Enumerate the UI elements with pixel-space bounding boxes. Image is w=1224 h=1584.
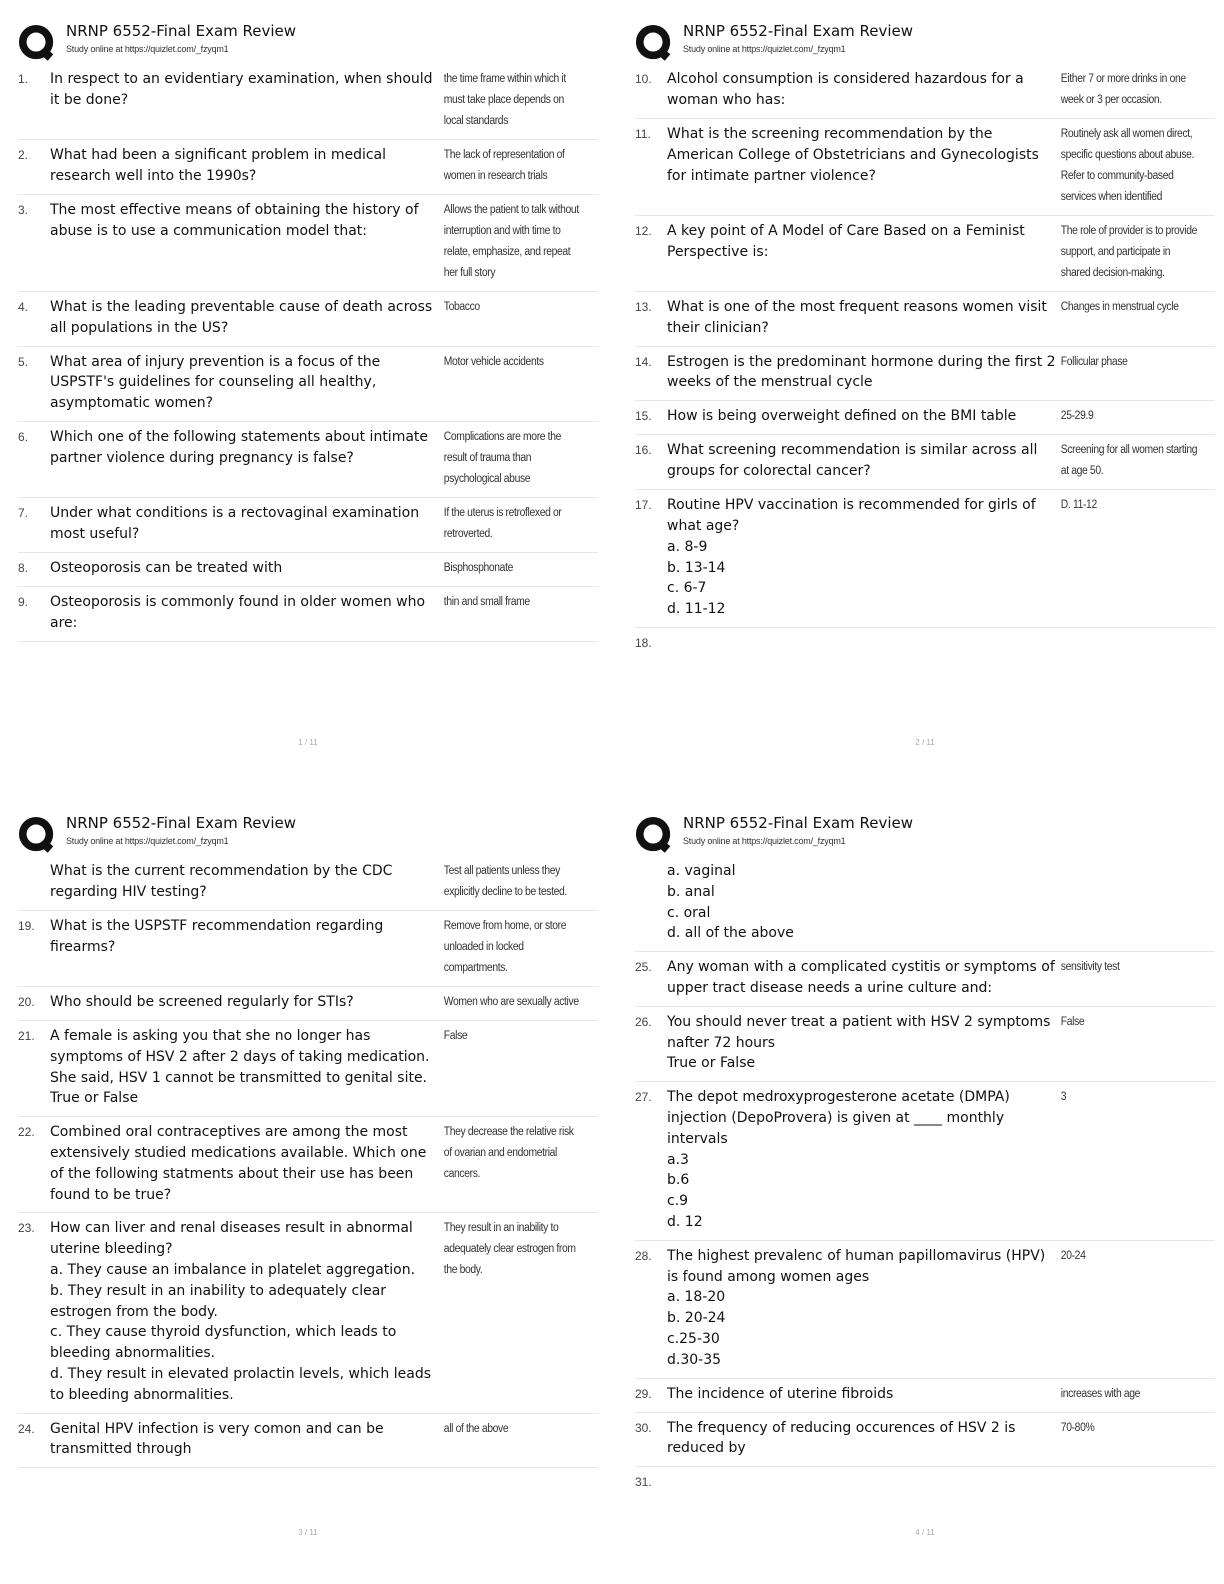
question-number: 2.: [18, 148, 29, 162]
answer-text: False: [443, 1030, 468, 1042]
question-text: Routine HPV vaccination is recommended for girls of what age? a. 8-9 b. 13-14 c. 6-7 d. 11-12: [667, 497, 1036, 618]
question-text: How can liver and renal diseases result in abnormal uterine bleeding? a. They cause an imbalance in platelet aggregation. b. They result in an inability to adequately clear estrogen from the body. c. They cause thyroid dysfunction, which leads to bleeding abnormalities. d. They result in elevated prolactin levels, which leads to bleeding abnormalities.: [50, 1220, 432, 1403]
question-number: 18.: [635, 635, 652, 650]
flashcard-row: [635, 1467, 1215, 1496]
answer-text: The role of provider is to provide support, and participate in shared decision-making.: [1060, 225, 1197, 279]
question-number: 27.: [635, 1090, 652, 1105]
flashcard-row: [18, 498, 598, 553]
flashcard-row: [18, 64, 598, 140]
answer-text: increases with age: [1060, 1387, 1141, 1400]
question-number: 16.: [635, 443, 652, 458]
flashcard-row: [18, 1213, 598, 1413]
document-page-1: [18, 20, 598, 790]
answer-text: Remove from home, or store unloaded in locked compartments.: [443, 920, 567, 974]
flashcard-row: [635, 1413, 1215, 1468]
answer-text: Complications are more the result of trauma than psychological abuse: [443, 430, 561, 485]
flashcard-row: [635, 1241, 1215, 1379]
question-text: [667, 633, 1059, 650]
flashcard-row: [635, 490, 1215, 628]
question-text: What is one of the most frequent reasons women visit their clinician?: [667, 299, 1047, 336]
question-text: a. vaginal b. anal c. oral d. all of the above: [667, 863, 794, 942]
answer-text: 3: [1060, 1091, 1067, 1104]
question-text: Combined oral contraceptives are among the most extensively studied medications available. Which one of the following statments about their use has been found to be true?: [50, 1124, 427, 1203]
quizlet-logo-icon: [635, 24, 673, 62]
question-text: The depot medroxyprogesterone acetate (DMPA) injection (DepoProvera) is given at ____ monthly intervals a.3 b.6 c.9 d. 12: [667, 1089, 1010, 1230]
question-number: 12.: [635, 224, 652, 238]
flashcard-row: [18, 422, 598, 498]
answer-text: Test all patients unless they explicitly decline to be tested.: [443, 865, 567, 898]
question-text: Osteoporosis is commonly found in older women who are:: [50, 593, 426, 631]
flashcard-row: [635, 216, 1215, 292]
answer-text: Screening for all women starting at age 50.: [1060, 444, 1198, 478]
flashcard-row: [18, 553, 598, 587]
question-text: What screening recommendation is similar across all groups for colorectal cancer?: [667, 442, 1038, 479]
answer-text: Allows the patient to talk without interruption and with time to relate, emphasize, and repeat her full story: [443, 204, 579, 279]
question-text: A key point of A Model of Care Based on a Feminist Perspective is:: [667, 223, 1025, 260]
page-title: NRNP 6552-Final Exam Review: [66, 22, 297, 40]
question-text: Estrogen is the predominant hormone during the first 2 weeks of the menstrual cycle: [667, 353, 1056, 391]
page-number: 4 / 11: [915, 1528, 935, 1537]
question-number: 13.: [635, 300, 652, 314]
question-text: Under what conditions is a rectovaginal examination most useful?: [50, 504, 420, 542]
question-text: The frequency of reducing occurences of HSV 2 is reduced by: [667, 1419, 1016, 1457]
question-number: [18, 861, 50, 903]
question-text: The highest prevalenc of human papillomavirus (HPV) is found among women ages a. 18-20 b. 20-24 c.25-30 d.30-35: [667, 1247, 1046, 1368]
flashcard-list: [18, 64, 598, 642]
question-number: 20.: [18, 995, 35, 1009]
flashcard-row: [635, 1082, 1215, 1241]
question-number: 22.: [18, 1125, 35, 1140]
flashcard-row: [18, 140, 598, 195]
flashcard-row: [635, 347, 1215, 402]
page-title: NRNP 6552-Final Exam Review: [66, 814, 297, 832]
question-number: 5.: [18, 354, 29, 369]
question-number: 1.: [18, 72, 29, 86]
answer-text: sensitivity test: [1060, 961, 1120, 974]
question-number: 31.: [635, 1475, 652, 1490]
question-text: Alcohol consumption is considered hazardous for a woman who has:: [667, 71, 1024, 108]
question-number: 14.: [635, 354, 652, 369]
answer-text: If the uterus is retroflexed or retroverted.: [443, 506, 562, 540]
answer-text: [1059, 633, 1199, 650]
question-text: The incidence of uterine fibroids: [667, 1385, 894, 1402]
question-text: Genital HPV infection is very comon and can be transmitted through: [50, 1420, 384, 1458]
flashcard-row: [635, 401, 1215, 435]
answer-text: all of the above: [443, 1422, 509, 1435]
flashcard-row: [635, 952, 1215, 1007]
answer-text: The lack of representation of women in research trials: [443, 149, 565, 182]
question-text: How is being overweight defined on the BMI table: [667, 408, 1017, 425]
question-text: Who should be screened regularly for STIs?: [50, 994, 354, 1010]
question-number: 9.: [18, 594, 29, 609]
answer-text: [1059, 1472, 1199, 1489]
quizlet-logo-icon: [635, 816, 673, 854]
flashcard-row: [635, 64, 1215, 119]
document-page-2: [635, 20, 1215, 790]
flashcard-row: [635, 292, 1215, 347]
answer-text: They result in an inability to adequately clear estrogen from the body.: [443, 1222, 576, 1277]
question-number: 8.: [18, 560, 29, 575]
flashcard-list: [18, 856, 598, 1468]
question-text: In respect to an evidentiary examination, when should it be done?: [50, 71, 433, 108]
page-title: NRNP 6552-Final Exam Review: [683, 22, 914, 40]
answer-text: 70-80%: [1060, 1421, 1095, 1434]
question-number: 10.: [635, 72, 652, 86]
answer-text: Follicular phase: [1060, 355, 1128, 368]
answer-text: [1059, 861, 1199, 944]
question-text: Osteoporosis can be treated with: [50, 559, 283, 576]
flashcard-row: [635, 628, 1215, 657]
flashcard-row: [635, 856, 1215, 952]
question-number: 28.: [635, 1248, 652, 1263]
quizlet-logo-icon: [18, 816, 56, 854]
flashcard-row: [635, 435, 1215, 490]
answer-text: thin and small frame: [443, 595, 530, 608]
page-number: 2 / 11: [915, 738, 935, 747]
document-page-4: [635, 812, 1215, 1582]
study-link[interactable]: Study online at https://quizlet.com/_fzyqm1: [66, 836, 229, 846]
page-header: [18, 20, 598, 64]
answer-text: Women who are sexually active: [443, 996, 579, 1008]
question-text: What is the USPSTF recommendation regarding firearms?: [50, 918, 384, 955]
question-text: What area of injury prevention is a focus of the USPSTF's guidelines for counseling all healthy, asymptomatic women?: [50, 353, 381, 412]
answer-text: False: [1060, 1015, 1085, 1028]
question-text: You should never treat a patient with HSV 2 symptoms nafter 72 hours True or False: [667, 1013, 1051, 1072]
question-number: 6.: [18, 429, 29, 444]
question-number: 29.: [635, 1386, 652, 1401]
flashcard-row: [18, 911, 598, 987]
document-page-3: [18, 812, 598, 1582]
question-number: 17.: [635, 498, 652, 513]
flashcard-row: [18, 1117, 598, 1213]
question-number: 21.: [18, 1029, 35, 1043]
question-text: Any woman with a complicated cystitis or symptoms of upper tract disease needs a urine culture and:: [667, 959, 1055, 996]
answer-text: 20-24: [1060, 1249, 1086, 1262]
answer-text: Motor vehicle accidents: [443, 355, 544, 368]
page-number: 3 / 11: [298, 1528, 318, 1537]
flashcard-row: [635, 1007, 1215, 1082]
question-number: 19.: [18, 919, 35, 933]
question-number: 3.: [18, 203, 29, 217]
question-text: What is the screening recommendation by the American College of Obstetricians and Gynecologists for intimate partner violence?: [667, 126, 1039, 184]
page-header: [18, 812, 598, 856]
answer-text: Changes in menstrual cycle: [1060, 301, 1179, 313]
question-number: 11.: [635, 127, 651, 141]
page-header: [635, 812, 1215, 856]
flashcard-row: [18, 347, 598, 422]
question-number: 7.: [18, 505, 29, 520]
answer-text: D. 11-12: [1060, 499, 1097, 512]
flashcard-row: [18, 587, 598, 642]
answer-text: the time frame within which it must take place depends on local standards: [443, 73, 566, 127]
study-link[interactable]: Study online at https://quizlet.com/_fzyqm1: [683, 836, 846, 846]
flashcard-row: [635, 119, 1215, 216]
answer-text: They decrease the relative risk of ovarian and endometrial cancers.: [443, 1126, 574, 1181]
page-number: 1 / 11: [298, 738, 318, 747]
flashcard-row: [635, 1379, 1215, 1413]
answer-text: Routinely ask all women direct, specific questions about abuse. Refer to community-based services when identified: [1060, 128, 1195, 203]
question-text: What had been a significant problem in medical research well into the 1990s?: [50, 147, 387, 184]
answer-text: 25-29.9: [1060, 410, 1094, 423]
flashcard-row: [18, 1021, 598, 1117]
question-number: 23.: [18, 1221, 35, 1236]
flashcard-list: [635, 64, 1215, 657]
page-header: [635, 20, 1215, 64]
question-text: What is the leading preventable cause of death across all populations in the US?: [50, 299, 433, 336]
question-text: Which one of the following statements about intimate partner violence during pregnancy is false?: [50, 428, 429, 466]
question-number: 24.: [18, 1421, 35, 1436]
question-text: [667, 1472, 1059, 1489]
flashcard-row: [18, 1414, 598, 1469]
question-number: 26.: [635, 1014, 652, 1029]
page-title: NRNP 6552-Final Exam Review: [683, 814, 914, 832]
question-number: [635, 861, 667, 944]
study-link[interactable]: Study online at https://quizlet.com/_fzyqm1: [683, 44, 846, 54]
answer-text: Bisphosphonate: [443, 561, 514, 574]
quizlet-logo-icon: [18, 24, 56, 62]
flashcard-row: [18, 856, 598, 911]
flashcard-row: [18, 292, 598, 347]
flashcard-row: [18, 195, 598, 292]
question-number: 15.: [635, 409, 652, 424]
flashcard-list: [635, 856, 1215, 1496]
answer-text: Tobacco: [443, 301, 480, 313]
answer-text: Either 7 or more drinks in one week or 3 per occasion.: [1060, 73, 1186, 106]
question-text: A female is asking you that she no longer has symptoms of HSV 2 after 2 days of taking medication. She said, HSV 1 cannot be transmitted to genital site. True or False: [50, 1028, 430, 1107]
question-number: 25.: [635, 960, 652, 975]
study-link[interactable]: Study online at https://quizlet.com/_fzyqm1: [66, 44, 229, 54]
flashcard-row: [18, 987, 598, 1021]
question-text: What is the current recommendation by the CDC regarding HIV testing?: [50, 863, 393, 900]
question-number: 4.: [18, 300, 29, 314]
question-text: The most effective means of obtaining the history of abuse is to use a communication model that:: [50, 202, 419, 239]
question-number: 30.: [635, 1420, 652, 1435]
